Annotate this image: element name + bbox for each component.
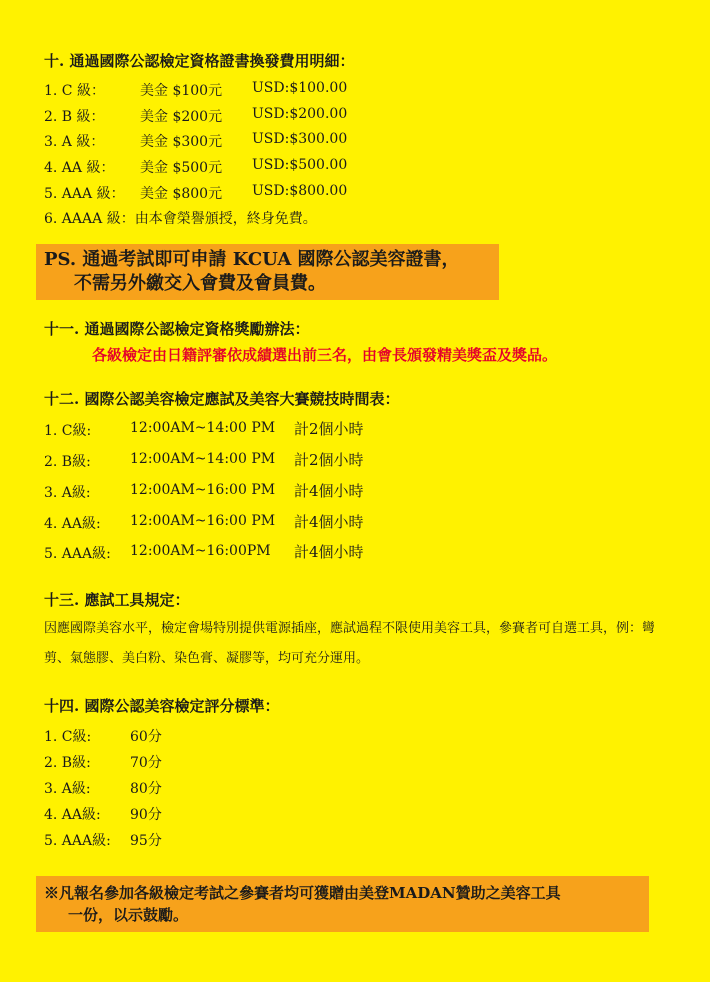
schedule-time: 12:00AM~16:00 PM [130,513,276,529]
score-value: 70分 [130,755,162,771]
fee-level: 2. B 級： [44,109,105,125]
section-12-title: 十二. 國際公認美容檢定應試及美容大賽競技時間表： [44,390,400,408]
fee-price: 美金 $200元 [140,109,223,125]
score-value: 90分 [130,807,162,823]
fee-usd: USD:$300.00 [252,131,348,147]
ps-line-2: 不需另外繳交入會費及會員費。 [74,273,326,294]
schedule-time: 12:00AM~16:00 PM [130,482,276,498]
fee-level: 4. AA 級： [44,160,115,176]
schedule-time: 12:00AM~14:00 PM [130,451,276,467]
fee-row-honorary: 6. AAAA 級：由本會榮譽頒授，終身免費。 [44,211,317,227]
score-level: 2. B級: [44,755,91,771]
fee-level: 1. C 級： [44,83,105,99]
section-14-title: 十四. 國際公認美容檢定評分標準： [44,697,280,715]
score-value: 95分 [130,833,162,849]
fee-price: 美金 $100元 [140,83,223,99]
score-level: 4. AA級: [44,807,101,823]
schedule-total: 計4個小時 [294,482,364,500]
schedule-level: 4. AA級: [44,516,101,532]
section-11-title: 十一. 通過國際公認檢定資格獎勵辦法： [44,320,310,338]
schedule-total: 計4個小時 [294,543,364,561]
fee-level: 5. AAA 級： [44,186,125,202]
schedule-level: 3. A級: [44,485,91,501]
section-13-body: 因應國際美容水平，檢定會場特別提供電源插座，應試過程不限使用美容工具，參賽者可自選工具，例：彎剪、氣態膠、美白粉、染色膏、凝膠等，均可充分運用。 [44,621,656,666]
schedule-time: 12:00AM~16:00PM [130,543,271,559]
section-13-title: 十三. 應試工具規定： [44,591,190,609]
gift-line-2: 一份，以示鼓勵。 [68,906,189,924]
score-value: 60分 [130,729,162,745]
fee-level: 3. A 級： [44,134,105,150]
schedule-level: 5. AAA級: [44,546,111,562]
schedule-total: 計2個小時 [294,420,364,438]
schedule-level: 1. C級: [44,423,92,439]
schedule-time: 12:00AM~14:00 PM [130,420,276,436]
score-level: 1. C級: [44,729,92,745]
gift-notice-box [36,876,649,932]
fee-usd: USD:$800.00 [252,183,348,199]
fee-usd: USD:$200.00 [252,106,348,122]
section-10-title: 十. 通過國際公認檢定資格證書換發費用明細： [44,52,355,70]
fee-price: 美金 $500元 [140,160,223,176]
fee-usd: USD:$500.00 [252,157,348,173]
gift-line-1: ※凡報名參加各級檢定考試之參賽者均可獲贈由美登MADAN贊助之美容工具 [44,884,561,902]
fee-price: 美金 $300元 [140,134,223,150]
ps-notice-box [36,244,499,300]
score-value: 80分 [130,781,162,797]
score-level: 3. A級: [44,781,91,797]
schedule-total: 計4個小時 [294,513,364,531]
fee-usd: USD:$100.00 [252,80,348,96]
schedule-level: 2. B級: [44,454,91,470]
fee-price: 美金 $800元 [140,186,223,202]
score-level: 5. AAA級: [44,833,111,849]
schedule-total: 計2個小時 [294,451,364,469]
section-11-body: 各級檢定由日籍評審依成績選出前三名，由會長頒發精美獎盃及獎品。 [92,346,558,364]
ps-line-1: PS. 通過考試即可申請 KCUA 國際公認美容證書， [44,249,460,270]
